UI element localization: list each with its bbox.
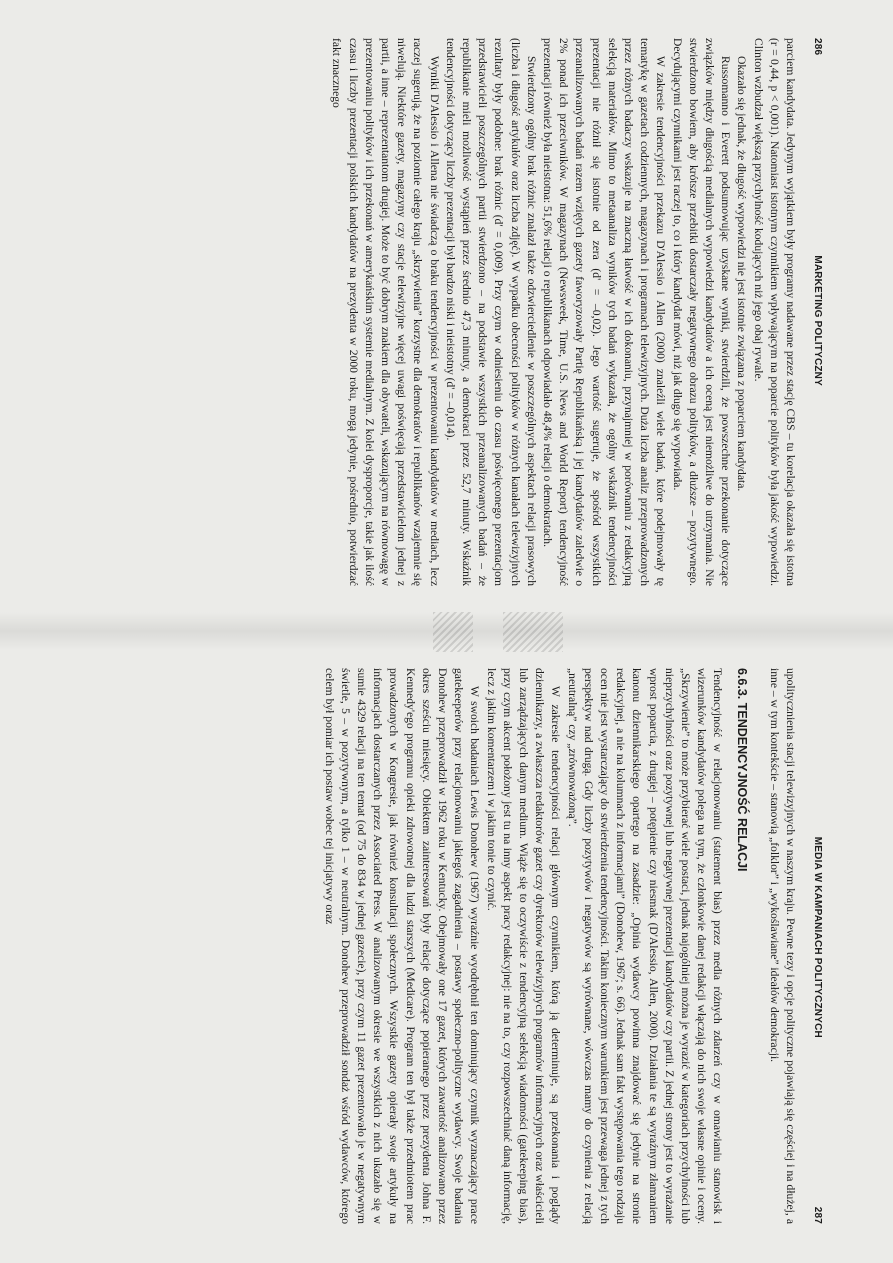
left-running-head (812, 38, 823, 586)
right-running-head (812, 668, 823, 1224)
paragraph: Russomanno i Everett podsumowując uzyskane wyniki, stwierdzili, że powszechne przekonanie dotyczące związków między długością medialnych wypowiedzi kandydatów a ich oceną jest niemożliwe do utrzymania. Nie stwierdzono bowiem, aby krótsze przebitki dostarczały negatywnego obrazu polityków, a dłuższe – pozytywnego. Decydującymi czynnikami jest raczej to, co i który kandydat mówi, niż jak długo się wypowiada. (670, 38, 733, 586)
left-page-body (328, 38, 798, 586)
left-page-number: 286 (812, 38, 823, 56)
right-page (63, 668, 823, 1224)
section-title: 6.6.3. TENDENCYJNOŚĆ RELACJI (734, 668, 749, 872)
paragraph: upolitycznienia stacji telewizyjnych w naszym kraju. Pewne tezy i opcje polityczne pojawiają się częściej i na dłużej, a inne – w tym kontekście – stanowią „folklor” i „wykoślawiane” ideałów demokracji. (767, 668, 797, 1224)
right-running-head-title: MEDIA W KAMPANIACH POLITYCZNYCH (812, 836, 823, 1038)
right-page-number: 287 (812, 1206, 823, 1224)
paragraph: W zakresie tendencyjności relacji głównym czynnikiem, którą ją determinuje, są przekonania i poglądy dziennikarzy, a zwłaszcza redaktorów gazet czy dyrektorów telewizyjnych programów informacyjnych oraz właścicieli lub zarządzających danym medium. Wiąże się to oczywiście z tendencyjną selekcją wiadomości (gatekeeping bias), przy czym akcent położony jest tu na inny aspekt pracy redakcyjnej: nie na to, czy rozpowszechniać daną informację, lecz z jakim komentarzem i w jakim tonie to czynić. (484, 668, 563, 1224)
paragraph: Wyniki D'Alessio i Allena nie świadczą o braku tendencyjności w prezentowaniu kandydatów w mediach, lecz raczej sugerują, że na poziomie całego kraju „skrzywienia” korzystne dla demokratów i republikanów wzajemnie się niwelują. Niektóre gazety, magazyny czy stacje telewizyjne więcej uwagi poświęcają przedstawicielom jednej z partii, a inne – reprezentantom drugiej. Może to być dobrym znakiem dla obywateli, wskazującym na równowagę w prezentowaniu polityków i ich przekonań w amerykańskim systemie medialnym. Z kolei dysproporcje, takie jak ilość czasu i liczby prezentacji polskich kandydatów na prezydenta w 2000 roku, mogą jedynie, pośrednio, potwierdzać fakt znacznego (330, 38, 441, 586)
left-running-head-title: MARKETING POLITYCZNY (812, 255, 823, 386)
paragraph: Tendencyjność w relacjonowaniu (statement bias) przez media różnych zdarzeń czy w omawianiu stanowisk i wizerunków kandydatów polega na tym, że członkowie danej redakcji włączają do nich swoje własne opinie i oceny. „Skrzywienie” to może przybierać wiele postaci, jednak najogólniej można je wyrazić w kategoriach przychylności lub nieprzychylności oraz pozytywnej lub negatywnej prezentacji kandydatów czy partii. Z jednej strony jest to wyrażanie wprost poparcia, z drugiej – potępienie czy niesmak (D'Alessio, Allen, 2000). Działania te są wyraźnym złamaniem kanonu dziennikarskiego opartego na zasadzie: „Opinia wydawcy powinna znajdować się jedynie na stronie redakcyjnej, a nie na kolumnach z informacjami” (Donohew, 1967; s. 66). Jednak sam fakt występowania tego rodzaju ocen nie jest wystarczający do stwierdzenia tendencyjności. Takim koniecznym warunkiem jest przewaga jednej z tych perspektyw nad drugą. Gdy liczby pozytywów i negatywów są wyrównane, wówczas mamy do czynienia z relacją „neutralną” czy „zrównoważoną”. (565, 668, 725, 1224)
paragraph: W swoich badaniach Lewis Donohew (1967) wyraźnie wyodrębnił ten dominujący czynnik wyznaczający prace gatekeeperów przy relacjonowaniu jakiegoś zagadnienia – postawy społeczno-polityczne wydawcy. Swoje badania Donohew przeprowadził w 1962 roku w Kentucky. Obejmowały one 17 gazet, których zawartość analizowano przez okres sześciu miesięcy. Obiektem zainteresowań były relacje dotyczące popieranego przez prezydenta Johna F. Kennedy'ego programu opieki zdrowotnej dla ludzi starszych (Medicare). Program ten był także przedmiotem prac prowadzonych w Kongresie, jak również konsultacji społecznych. Wszystkie gazety opierały swoje artykuły na informacjach dostarczanych przez Associated Press. W analizowanym okresie we wszystkich z nich ukazało się w sumie 4329 relacji na ten temat (od 75 do 834 w jednej gazecie), przy czym 11 gazet prezentowało je w negatywnym świetle, 5 – w pozytywnym, a tylko 1 – w neutralnym. Donohew przeprowadził sondaż wśród wydawców, którego celem był pomiar ich postaw wobec tej inicjatywy oraz (322, 668, 482, 1224)
scan-noise (433, 612, 473, 652)
paragraph: W zakresie tendencyjności przekazu D'Alessio i Allen (2000) znaleźli wiele badań, które podejmowały tę tematykę w gazetach codziennych, magazynach i programach telewizyjnych. Duża liczba analiz przeprowadzonych przez różnych badaczy wskazuje na znaczną łatwość w ich dokonaniu, przynajmniej w porównaniu z redakcyjną selekcją materiałów. Mimo to metaanaliza wyników tych badań wykazała, że ogólny wskaźnik tendencyjności prezentacji nie różnił się istotnie od zera (d' = –0,02). Jego wartość sugeruje, że spośród wszystkich przeanalizowanych badań razem wziętych gazety faworyzowały Partię Republikańską i jej kandydatów zaledwie o 2% ponad ich przeciwników. W magazynach (Newsweek, Time, U.S. News and World Report) tendencyjność prezentacji również była nieistotna: 51,6% relacji o republikanach odpowiadało 48,4% relacji o demokratach. (540, 38, 668, 586)
paragraph: Okazało się jednak, że długość wypowiedzi nie jest istotnie związana z poparciem kandydata. (735, 56, 749, 492)
left-page (63, 38, 823, 586)
paragraph: parciem kandydata. Jedynym wyjątkiem były programy nadawane przez stację CBS – tu korelacja okazała się istotna (r = 0,44, p < 0,001). Natomiast istotnym czynnikiem wpływającym na poparcie polityków była jakość wypowiedzi. Clinton wzbudzał większą przychylność kodujących niż jego obaj rywale. (751, 38, 797, 586)
right-page-body (320, 668, 798, 1224)
scan-noise (503, 612, 563, 652)
paragraph: Stwierdzony ogólny brak różnic znalazł także odzwierciedlenie w poszczególnych aspektach relacji prasowych (liczba i długość artykułów oraz liczba zdjęć). W wypadku obecności polityków w różnych kanałach telewizyjnych rezultaty były podobne: brak różnic (d' = 0,009). Przy czym w odniesieniu do czasu poświęconego prezentacjom przedstawicieli poszczególnych partii stwierdzono – na podstawie wszystkich przeanalizowanych badań – że republikanie mieli możliwość wystąpień przez średnio 47,3 minuty, a demokraci przez 52,7 minuty. Wskaźnik tendencyjności dotyczący liczby prezentacji był bardzo niski i nieistotny (d' = –0,014). (443, 38, 538, 586)
